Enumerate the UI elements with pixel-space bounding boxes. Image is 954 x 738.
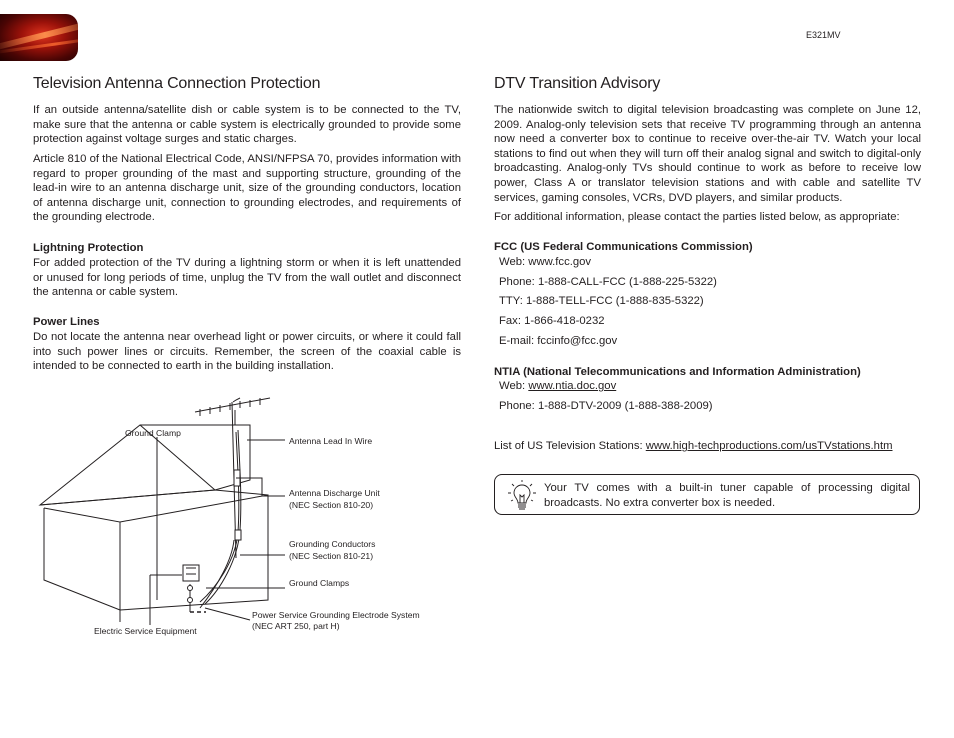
fcc-web: Web: www.fcc.gov — [499, 256, 592, 268]
label-electric-service: Electric Service Equipment — [94, 626, 197, 636]
tip-text: Your TV comes with a built-in tuner capable of processing digital broadcasts. No extra converter box is needed. — [544, 482, 910, 509]
house-outline-icon — [40, 410, 268, 622]
model-number: E321MV — [806, 30, 841, 40]
stations-link[interactable]: www.high-techproductions.com/usTVstations.htm — [645, 440, 893, 452]
label-discharge-unit-line1: Antenna Discharge Unit — [289, 488, 380, 498]
fcc-fax: Fax: 1-866-418-0232 — [499, 315, 605, 327]
label-ground-clamp: Ground Clamp — [125, 428, 181, 438]
label-antenna-lead: Antenna Lead In Wire — [289, 436, 373, 446]
label-grounding-conductors-line2: (NEC Section 810-21) — [289, 551, 374, 561]
label-discharge-unit — [289, 488, 380, 511]
vizio-logo — [0, 14, 78, 61]
label-discharge-unit-line2: (NEC Section 810-20) — [289, 500, 374, 510]
tip-box — [494, 474, 920, 515]
ntia-web-label: Web: — [499, 380, 529, 392]
stations-label: List of US Television Stations: — [494, 440, 646, 452]
lightbulb-icon — [507, 479, 537, 512]
ntia-web — [499, 380, 616, 392]
dtv-advisory-title: DTV Transition Advisory — [494, 75, 661, 92]
lightning-heading: Lightning Protection — [33, 242, 144, 254]
power-lines-heading: Power Lines — [33, 316, 100, 328]
ntia-phone: Phone: 1-888-DTV-2009 (1-888-388-2009) — [499, 400, 713, 412]
fcc-heading: FCC (US Federal Communications Commission) — [494, 241, 753, 253]
power-lines-text: Do not locate the antenna near overhead light or power circuits, or where it could fall into such power lines or circuits. Remember, the screen of the coaxial cable is intended to be connected to earth in the building installation. — [33, 331, 461, 373]
ntia-web-link[interactable]: www.ntia.doc.gov — [528, 380, 617, 392]
antenna-intro — [33, 103, 461, 147]
label-grounding-conductors — [289, 539, 375, 562]
fcc-tty: TTY: 1-888-TELL-FCC (1-888-835-5322) — [499, 295, 704, 307]
electric-service-box-icon — [183, 565, 199, 581]
fcc-email: E-mail: fccinfo@fcc.gov — [499, 335, 618, 347]
antenna-paragraph-2: Article 810 of the National Electrical Code, ANSI/NFPSA 70, provides information with regard to proper grounding of the mast and supporting structure, grounding of the lead-in wire to an antenna discharge unit, size of the grounding conductors, location of antenna discharge unit, connection to grounding electrodes, and requirements of the grounding electrode. — [33, 153, 461, 224]
lightning-text: For added protection of the TV during a lightning storm or when it is left unattended or unused for long periods of time, unplug the TV from the wall outlet and disconnect the antenna or cable system. — [33, 257, 461, 299]
label-electrode-line1: Power Service Grounding Electrode System — [252, 610, 420, 620]
label-ground-clamps: Ground Clamps — [289, 578, 350, 588]
antenna-paragraph-1: If an outside antenna/satellite dish or cable system is to be connected to the TV, make sure that the antenna or cable system is electrically grounded to provide some protection against voltage surges and static charges. — [33, 104, 461, 146]
ntia-heading: NTIA (National Telecommunications and Information Administration) — [494, 366, 861, 378]
label-electrode-line2: (NEC ART 250, part H) — [252, 621, 340, 631]
nec-article — [33, 152, 461, 225]
dtv-paragraph-2: For additional information, please contact the parties listed below, as appropriate: — [494, 211, 900, 223]
label-electrode-system — [252, 610, 420, 632]
label-grounding-conductors-line1: Grounding Conductors — [289, 539, 376, 549]
antenna-protection-title: Television Antenna Connection Protection — [33, 75, 321, 92]
fcc-phone: Phone: 1-888-CALL-FCC (1-888-225-5322) — [499, 276, 717, 288]
dtv-paragraph-1: The nationwide switch to digital television broadcasting was complete on June 12, 2009. Analog-only television sets that receive TV programming through an antenna now need a converter box to continue to receive over-the-air TV. Watch your local stations to find out when they will turn off their analog signal and switch to digital-only broadcasting. Analog-only TVs should continue to work as before to receive low power, Class A or translator television stations and with cable and satellite TV services, gaming consoles, VCRs, DVD players, and similar products. — [494, 104, 921, 204]
stations-line — [494, 440, 893, 452]
